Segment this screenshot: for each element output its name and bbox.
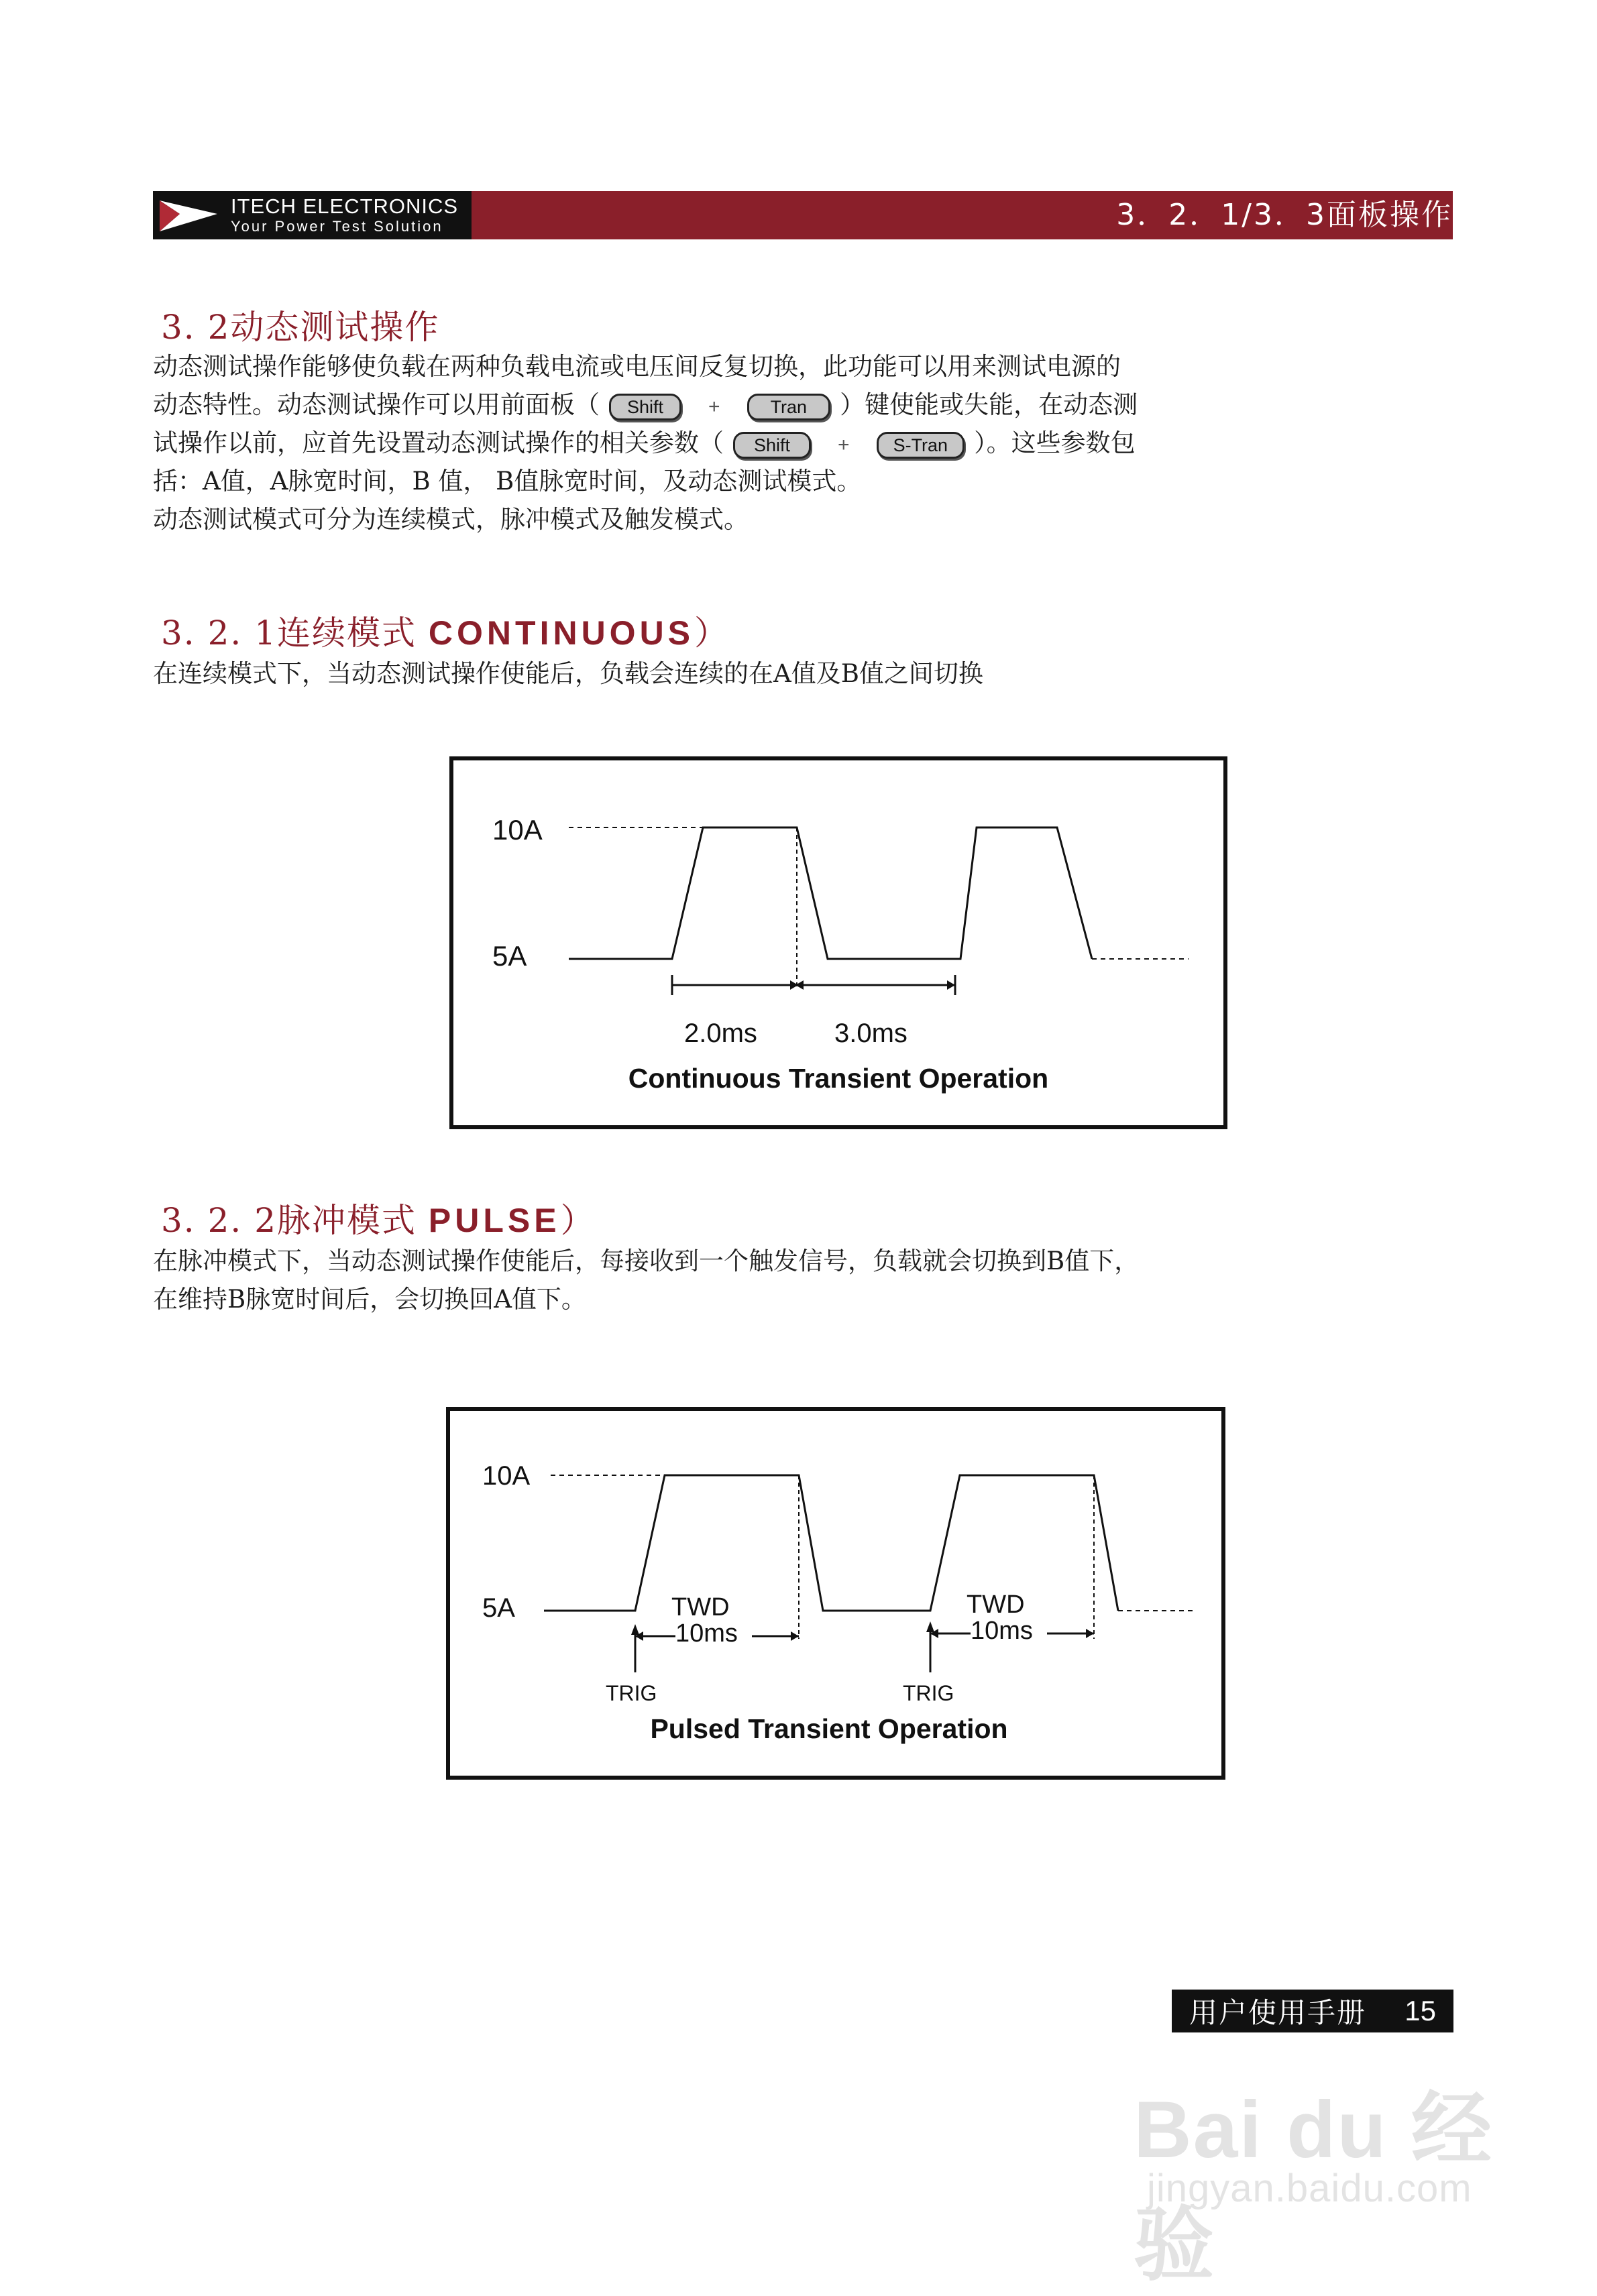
s321-title-end: ） <box>694 614 730 652</box>
plus-sign-2: + <box>838 434 850 456</box>
d2-trig-2: TRIG <box>903 1681 954 1705</box>
s322-title-end: ） <box>560 1201 596 1240</box>
s322-line1: 在脉冲模式下，当动态测试操作使能后，每接收到一个触发信号，负载就会切换到B值下， <box>153 1247 1140 1275</box>
shift-key-2: Shift <box>733 432 811 459</box>
s32-line4: 括：A值，A脉宽时间，B 值， B值脉宽时间，及动态测试模式。 <box>153 467 862 496</box>
footer-title: 用户使用手册 <box>1189 1996 1367 2029</box>
d1-low-label: 5A <box>492 940 527 972</box>
section-3-2-2-title <box>161 1194 596 1242</box>
tran-key: Tran <box>747 394 831 420</box>
s321-title-en: CONTINUOUS <box>428 614 695 652</box>
s32-line2-b: ）键使能或失能，在动态测 <box>840 390 1138 419</box>
s322-title-cn: 3. 2. 2脉冲模式 <box>161 1201 417 1240</box>
brand-tagline: Your Power Test Solution <box>231 218 443 235</box>
d2-width-2: 10ms <box>971 1617 1033 1645</box>
s32-line1: 动态测试操作能够使负载在两种负载电流或电压间反复切换，此功能可以用来测试电源的 <box>153 352 1121 381</box>
s32-line3-b: ）。这些参数包 <box>974 428 1136 457</box>
s32-line2 <box>153 386 1138 426</box>
d1-duration-a: 2.0ms <box>684 1019 757 1048</box>
section-3-2-1-title <box>161 606 729 654</box>
d1-high-label: 10A <box>492 814 543 846</box>
d2-trig-1: TRIG <box>606 1681 657 1705</box>
s322-title-en: PULSE <box>428 1202 561 1239</box>
page-number: 15 <box>1405 1995 1436 2026</box>
continuous-transient-diagram <box>449 756 1227 1129</box>
s32-line3 <box>153 424 1136 464</box>
section-3-2-title: 3. 2动态测试操作 <box>161 308 440 347</box>
shift-key: Shift <box>609 394 681 420</box>
itech-logo <box>153 191 472 239</box>
d1-caption: Continuous Transient Operation <box>628 1063 1049 1094</box>
pulsed-transient-diagram <box>446 1407 1225 1780</box>
plus-sign: + <box>708 396 720 418</box>
stran-key: S-Tran <box>877 432 965 459</box>
s32-line3-a: 试操作以前，应首先设置动态测试操作的相关参数（ <box>153 428 724 457</box>
d2-twd-1: TWD <box>671 1593 730 1621</box>
s321-desc: 在连续模式下，当动态测试操作使能后，负载会连续的在A值及B值之间切换 <box>153 659 983 688</box>
footer-box <box>1172 1990 1453 2032</box>
s32-line2-a: 动态特性。动态测试操作可以用前面板（ <box>153 390 600 419</box>
d2-low-label: 5A <box>482 1593 515 1623</box>
baidu-watermark <box>1134 2065 1509 2290</box>
d1-duration-b: 3.0ms <box>834 1019 907 1048</box>
watermark-main: Bai du 经验 <box>1134 2085 1494 2290</box>
d2-high-label: 10A <box>482 1461 531 1491</box>
s322-line2: 在维持B脉宽时间后，会切换回A值下。 <box>153 1285 586 1314</box>
d1-waveform <box>569 827 1092 959</box>
brand-name: ITECH ELECTRONICS <box>231 194 459 218</box>
d2-twd-2: TWD <box>967 1591 1025 1619</box>
header-section-title: 3．2．1/3．3面板操作 <box>1116 198 1453 232</box>
itech-logo-icon <box>153 191 227 239</box>
watermark-url: jingyan.baidu.com <box>1147 2167 1472 2210</box>
d2-caption: Pulsed Transient Operation <box>650 1713 1008 1744</box>
s32-line5: 动态测试模式可分为连续模式，脉冲模式及触发模式。 <box>153 505 749 534</box>
s321-title-cn: 3. 2. 1连续模式 <box>161 614 417 652</box>
d2-waveform <box>544 1475 1118 1611</box>
d2-width-1: 10ms <box>675 1619 738 1648</box>
